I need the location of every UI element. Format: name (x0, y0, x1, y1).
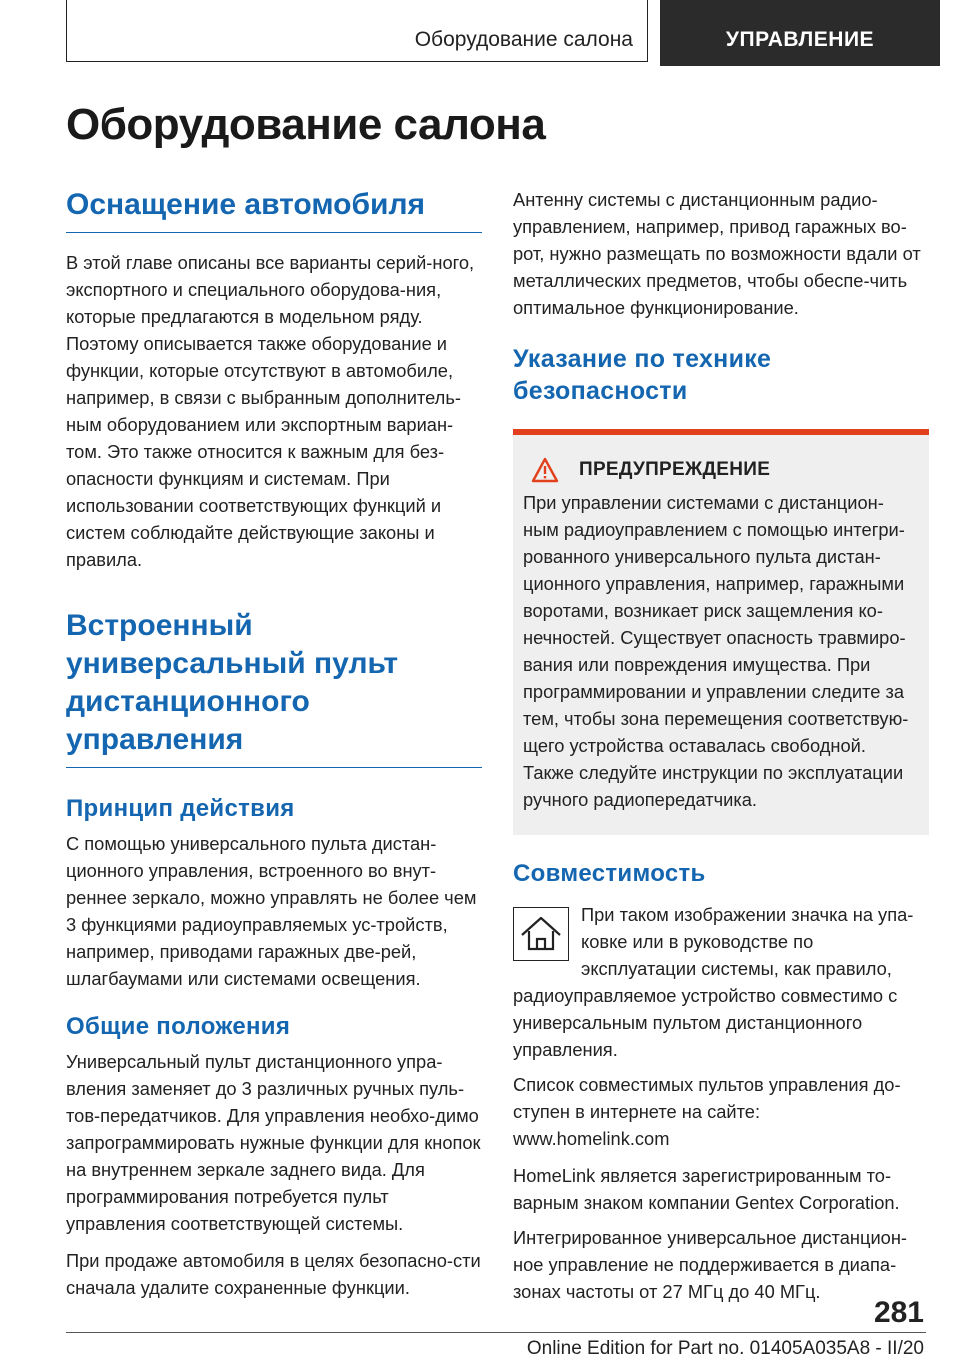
header-chapter-label: УПРАВЛЕНИЕ (725, 28, 875, 51)
page-header (0, 0, 960, 66)
homelink-house-icon (513, 907, 569, 961)
heading-compatibility: Совместимость (513, 860, 706, 887)
paragraph-compat-4: Интегрированное универсальное дистанцион-ное управление не поддерживается в диапа-зонах частоты от 27 МГц до 40 МГц. (513, 1227, 908, 1302)
page-title: Оборудование салона (66, 100, 546, 149)
paragraph-general-1: Универсальный пульт дистанционного упра-вления заменяет до 3 различных ручных пуль-тов-передатчиков. Для управления необхо-димо запрограммировать нужные функции для кнопок на внутреннем зеркале заднего вида. Для программирования потребуется пульт управления соответствующей системы. (66, 1051, 481, 1234)
paragraph-principle: С помощью универсального пульта дистан-ционного управления, встроенного во внут-реннее зеркало, можно управлять не более чем 3 функциями радиоуправляемых ус-тройств, например, приводами гаражных две-рей, шлагбаумами или системами освещения. (66, 833, 477, 989)
paragraph-compat-2: Список совместимых пультов управления до-ступен в интернете на сайте: (513, 1074, 901, 1122)
header-section-title: Оборудование салона (414, 28, 633, 51)
warning-header (523, 457, 919, 483)
paragraph-equipment: В этой главе описаны все варианты серий-ного, экспортного и специального оборудова-ния, которые предлагаются в модельном ряду. Поэтому описывается также оборудование и функции, которые отсутствуют в автомобиле, например, в связи с выбранным дополнитель-ным оборудованием или экспортным вариан-том. Это также относится к важным для без-опасности функциям и системам. При использовании соответствующих функций и систем соблюдайте действующие законы и правила. (66, 252, 475, 570)
right-column (513, 186, 929, 1305)
paragraph-compat-3: HomeLink является зарегистрированным то-варным знаком компании Gentex Corporation. (513, 1165, 900, 1213)
warning-text: При управлении системами с дистанцион-ным радиоуправлением с помощью интегри-рованного универсального пульта дистан-ционного управления, например, гаражными воротами, возникает риск защемления ко-нечностей. Существует опасность травмиро-вания или повреждения имущества. При программировании и управлении следите за тем, чтобы зона перемещения соответствую-щего устройства оставалась свободной. Также следуйте инструкции по эксплуатации ручного радиопередатчика. (523, 492, 909, 810)
heading-principle: Принцип действия (66, 795, 295, 822)
warning-triangle-icon (531, 457, 559, 483)
heading-equipment: Оснащение автомобиля (66, 186, 482, 233)
paragraph-compat-1: При таком изображении значка на упа-ковке или в руководстве по эксплуатации системы, как правило, радиоуправляемое устройство совместимо с универсальным пультом дистанционного управления. (513, 904, 914, 1060)
header-chapter-tab (660, 0, 940, 66)
homelink-url: www.homelink.com (513, 1128, 670, 1149)
left-column (66, 186, 482, 1301)
warning-title: ПРЕДУПРЕЖДЕНИЕ (579, 459, 771, 480)
page-number: 281 (873, 1296, 924, 1329)
compat-block (513, 901, 929, 1063)
heading-safety: Указание по технике безопасности (513, 345, 772, 405)
footer-edition: Online Edition for Part no. 01405A035A8 - II/20 (526, 1338, 924, 1359)
footer-rule (66, 1332, 926, 1333)
warning-box (513, 429, 929, 835)
paragraph-general-2: При продаже автомобиля в целях безопасно-сти сначала удалите сохраненные функции. (66, 1250, 481, 1298)
heading-general: Общие положения (66, 1013, 291, 1040)
header-section-box (66, 0, 648, 62)
heading-universal-remote: Встроенный универсальный пульт дистанционного управления (66, 607, 482, 768)
paragraph-antenna: Антенну системы с дистанционным радио-управлением, например, привод гаражных во-рот, нужно размещать по возможности вдали от металлических предметов, чтобы обеспе-чить оптимальное функционирование. (513, 189, 921, 318)
